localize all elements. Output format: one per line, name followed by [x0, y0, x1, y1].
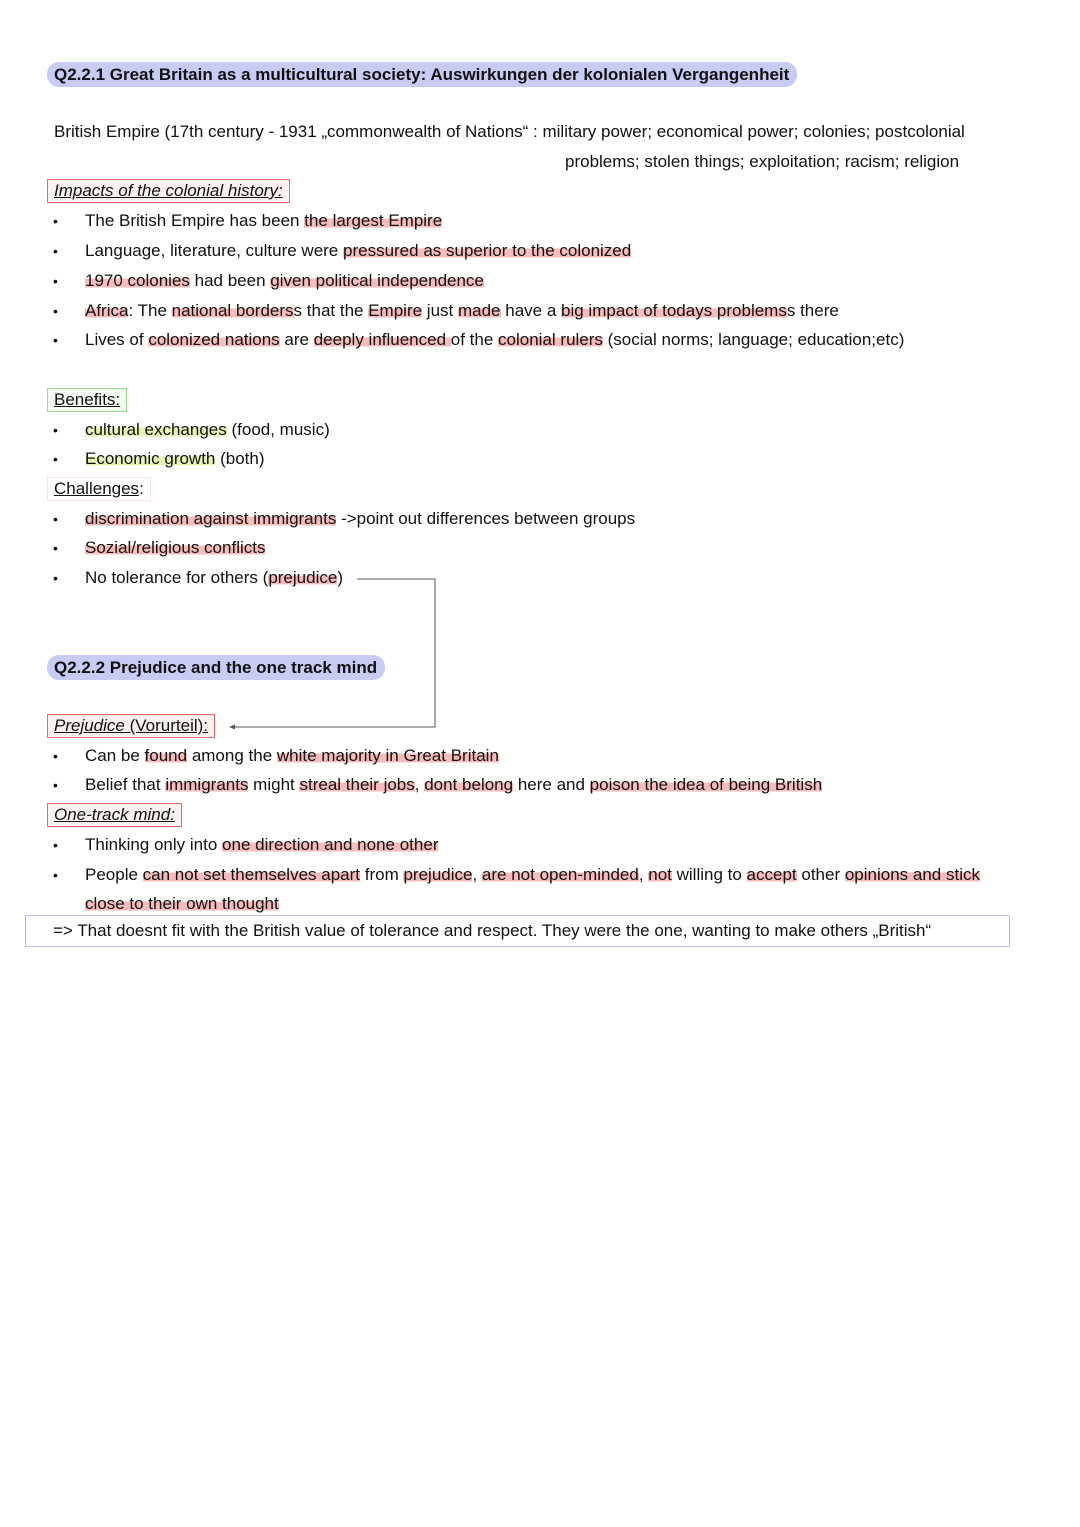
onetrack-item-2-continued: close to their own thought	[85, 894, 279, 913]
bullet-glyph: •	[53, 332, 58, 348]
onetrack-item-2: People can not set themselves apart from prejudice, are not open-minded, not willing to accept other opinions and stick	[85, 865, 980, 884]
prejudice-item-2: Belief that immigrants might streal their jobs, dont belong here and poison the idea of being British	[85, 775, 823, 794]
section-heading-1: Q2.2.1 Great Britain as a multicultural society: Auswirkungen der kolonialen Vergangenheit	[47, 62, 797, 87]
impact-item-1: The British Empire has been the largest Empire	[85, 211, 443, 230]
challenge-item-2: Sozial/religious conflicts	[85, 538, 266, 557]
bullet-glyph: •	[53, 243, 58, 259]
benefits-label: Benefits:	[47, 388, 127, 412]
bullet-glyph: •	[53, 451, 58, 467]
challenge-item-1: discrimination against immigrants ->point out differences between groups	[85, 509, 636, 528]
impact-item-4: Africa: The national borderss that the Empire just made have a big impact of todays problemss there	[85, 301, 839, 320]
impact-item-2: Language, literature, culture were pressured as superior to the colonized	[85, 241, 632, 260]
impacts-label: Impacts of the colonial history:	[47, 179, 290, 203]
onetrack-item-1: Thinking only into one direction and none other	[85, 835, 439, 854]
prejudice-label: Prejudice (Vorurteil):	[47, 714, 215, 738]
bullet-glyph: •	[53, 867, 58, 883]
bullet-glyph: •	[53, 837, 58, 853]
bullet-glyph: •	[53, 213, 58, 229]
benefit-item-1: cultural exchanges (food, music)	[85, 420, 330, 439]
benefit-item-2: Economic growth (both)	[85, 449, 265, 468]
bullet-glyph: •	[53, 748, 58, 764]
section-heading-2: Q2.2.2 Prejudice and the one track mind	[47, 655, 385, 680]
bullet-glyph: •	[53, 422, 58, 438]
bullet-glyph: •	[53, 303, 58, 319]
challenge-item-3: No tolerance for others (prejudice)	[85, 568, 343, 587]
onetrack-label: One-track mind:	[47, 803, 182, 827]
bullet-glyph: •	[53, 777, 58, 793]
intro-line-2: problems; stolen things; exploitation; racism; religion	[565, 152, 960, 171]
bullet-glyph: •	[53, 273, 58, 289]
conclusion-box: => That doesnt fit with the British value of tolerance and respect. They were the one, wanting to make others „British“	[25, 915, 1010, 947]
bullet-glyph: •	[53, 540, 58, 556]
bullet-glyph: •	[53, 511, 58, 527]
impact-item-3: 1970 colonies had been given political independence	[85, 271, 484, 290]
bullet-glyph: •	[53, 570, 58, 586]
intro-line-1: British Empire (17th century - 1931 „commonwealth of Nations“ : military power; economical power; colonies; postcolonial	[54, 122, 965, 141]
challenges-label: Challenges:	[47, 477, 151, 501]
prejudice-item-1: Can be found among the white majority in Great Britain	[85, 746, 499, 765]
impact-item-5: Lives of colonized nations are deeply influenced of the colonial rulers (social norms; language; education;etc)	[85, 330, 905, 349]
